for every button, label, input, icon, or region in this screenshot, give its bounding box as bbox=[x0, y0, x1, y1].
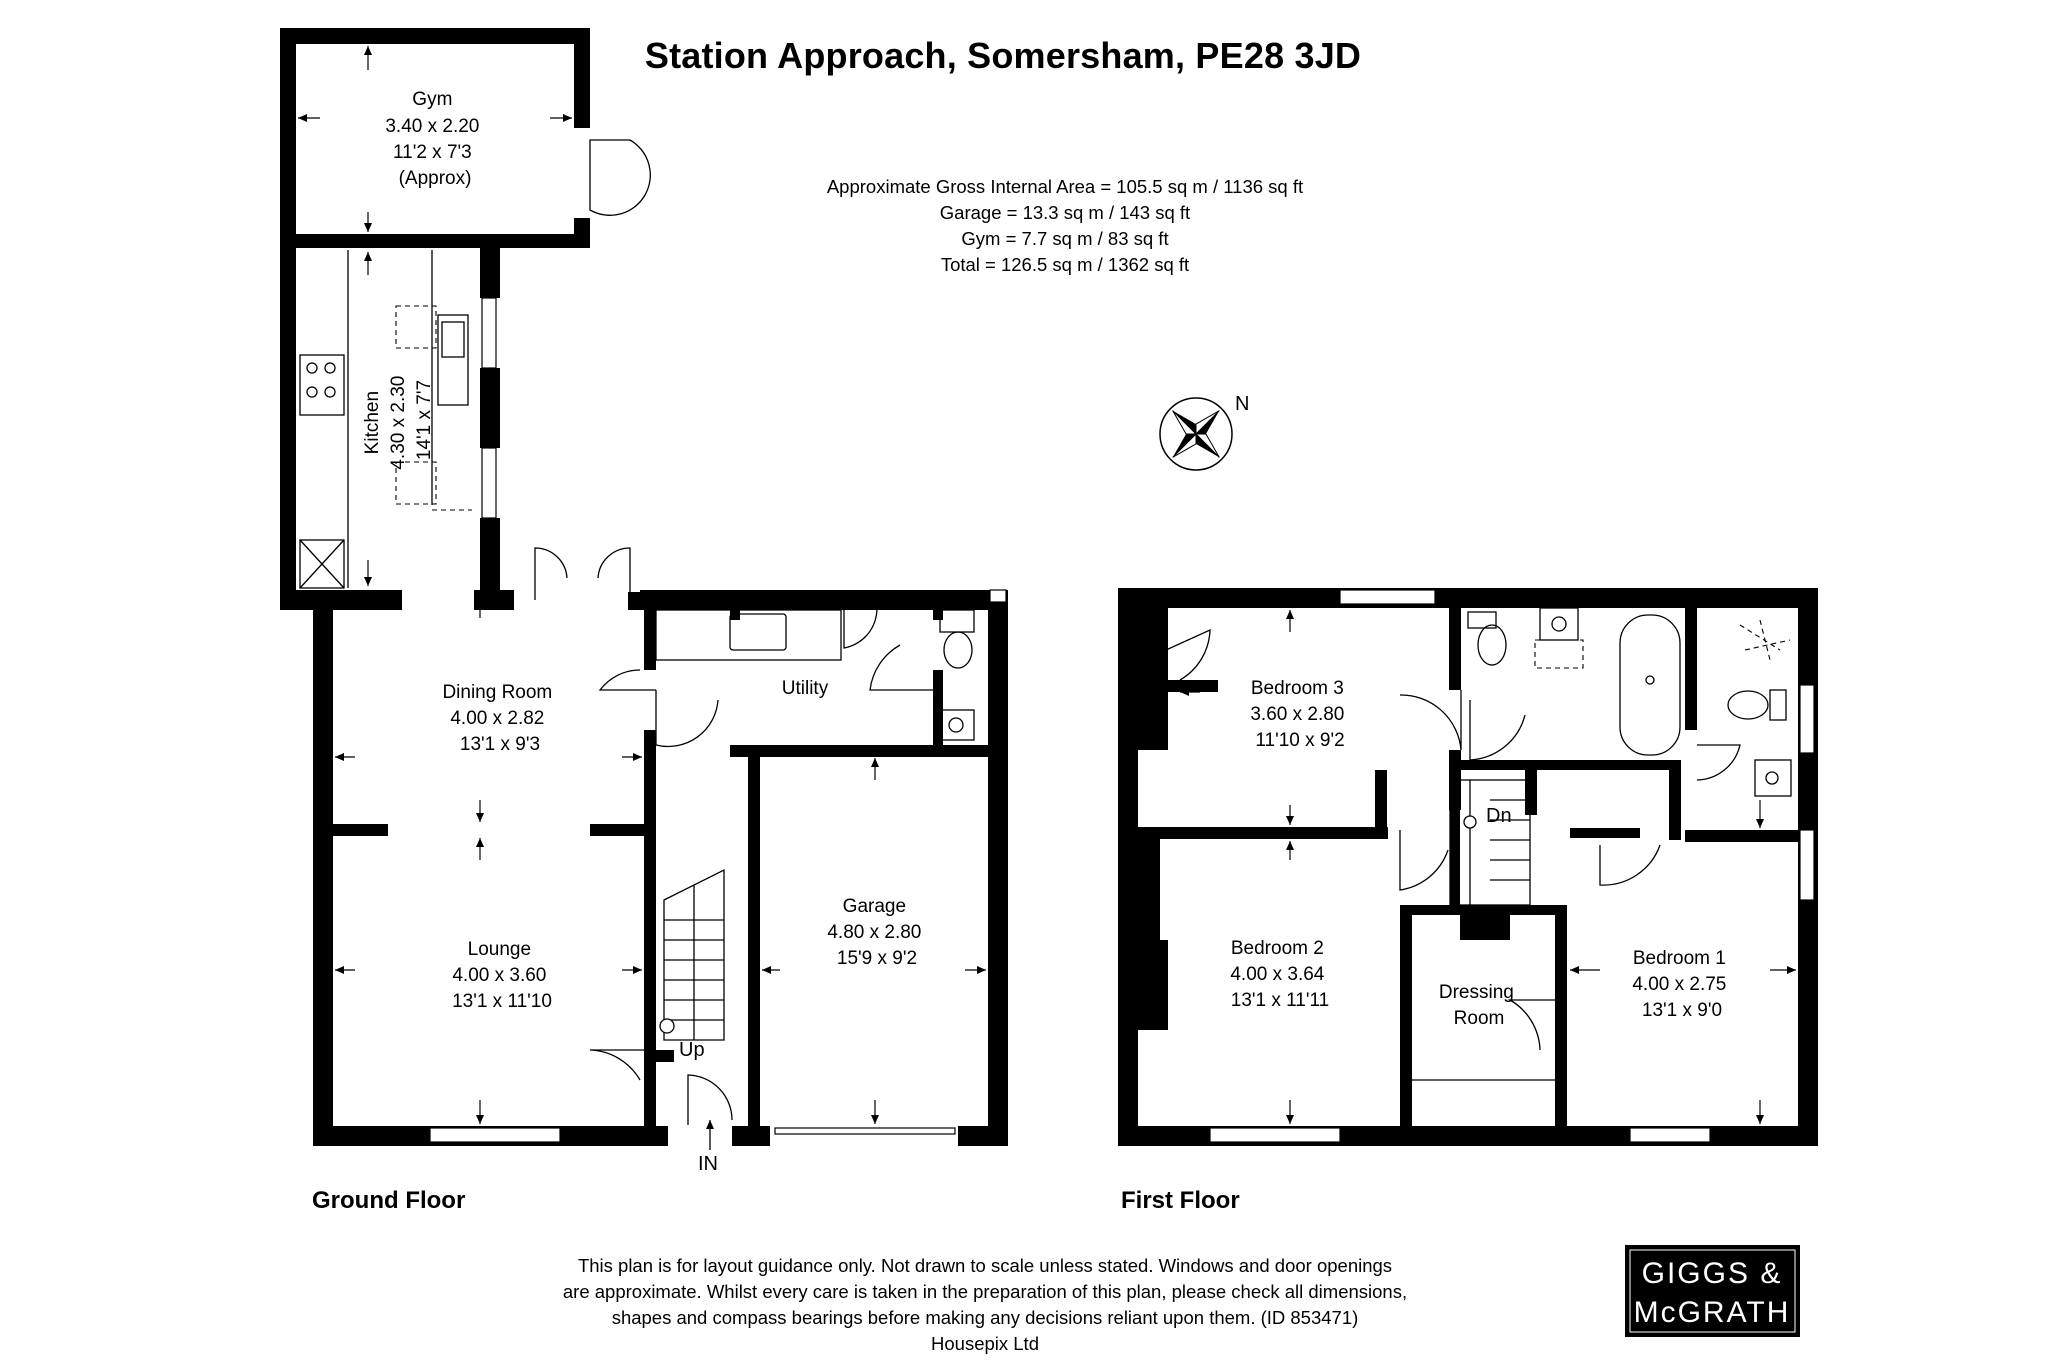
plan-title: Station Approach, Somersham, PE28 3JD bbox=[644, 35, 1362, 76]
svg-text:McGRATH: McGRATH bbox=[1633, 1296, 1791, 1329]
area-total: Total = 126.5 sq m / 1362 sq ft bbox=[940, 254, 1190, 275]
stairs-up-label: Up bbox=[679, 1039, 705, 1061]
room-label-bedroom-3: Bedroom 3 3.60 x 2.80 11'10 x 9'2 bbox=[1250, 678, 1345, 751]
compass-rose-icon bbox=[1145, 383, 1250, 485]
room-label-garage: Garage 4.80 x 2.80 15'9 x 9'2 bbox=[827, 896, 922, 969]
room-label-bedroom-1: Bedroom 1 4.00 x 2.75 13'1 x 9'0 bbox=[1632, 948, 1727, 1021]
room-label-dining-room: Dining Room 4.00 x 2.82 13'1 x 9'3 bbox=[442, 682, 553, 755]
room-label-utility: Utility bbox=[781, 678, 829, 699]
svg-text:are approximate. Whilst every: are approximate. Whilst every care is taken in the preparation of this plan, please check all dimensions, bbox=[562, 1281, 1408, 1302]
giggs-mcgrath-logo bbox=[1625, 1245, 1800, 1337]
svg-text:GIGGS &: GIGGS & bbox=[1641, 1257, 1783, 1290]
room-label-kitchen: Kitchen 4.30 x 2.30 14'1 x 7'7 bbox=[362, 375, 435, 470]
stairs-down-label: Dn bbox=[1486, 805, 1512, 827]
first-floor-label: First Floor bbox=[1121, 1187, 1240, 1214]
first-floor-plan bbox=[1118, 588, 1818, 1146]
svg-text:This plan is for layout guidan: This plan is for layout guidance only. Not drawn to scale unless stated. Windows and door openings bbox=[577, 1255, 1393, 1276]
room-label-gym: Gym 3.40 x 2.20 11'2 x 7'3 (Approx) bbox=[385, 89, 480, 189]
svg-text:shapes and compass bearings be: shapes and compass bearings before making any decisions reliant upon them. (ID 853471) bbox=[611, 1307, 1359, 1328]
entrance-label: IN bbox=[698, 1153, 718, 1175]
stairs-ground bbox=[660, 870, 724, 1040]
stairs-first bbox=[1450, 780, 1530, 905]
svg-text:Housepix Ltd: Housepix Ltd bbox=[931, 1333, 1039, 1354]
disclaimer bbox=[563, 1255, 1407, 1354]
ground-floor-plan bbox=[280, 28, 1008, 1175]
area-gross-internal: Approximate Gross Internal Area = 105.5 sq m / 1136 sq ft bbox=[826, 176, 1304, 197]
room-label-lounge: Lounge 4.00 x 3.60 13'1 x 11'10 bbox=[452, 939, 552, 1012]
room-label-dressing-room: Dressing Room bbox=[1438, 982, 1514, 1029]
ground-floor-label: Ground Floor bbox=[312, 1187, 466, 1214]
area-garage: Garage = 13.3 sq m / 143 sq ft bbox=[939, 202, 1191, 223]
compass-north-label: N bbox=[1235, 393, 1250, 415]
room-label-bedroom-2: Bedroom 2 4.00 x 3.64 13'1 x 11'11 bbox=[1230, 938, 1330, 1011]
area-gym: Gym = 7.7 sq m / 83 sq ft bbox=[961, 228, 1169, 249]
